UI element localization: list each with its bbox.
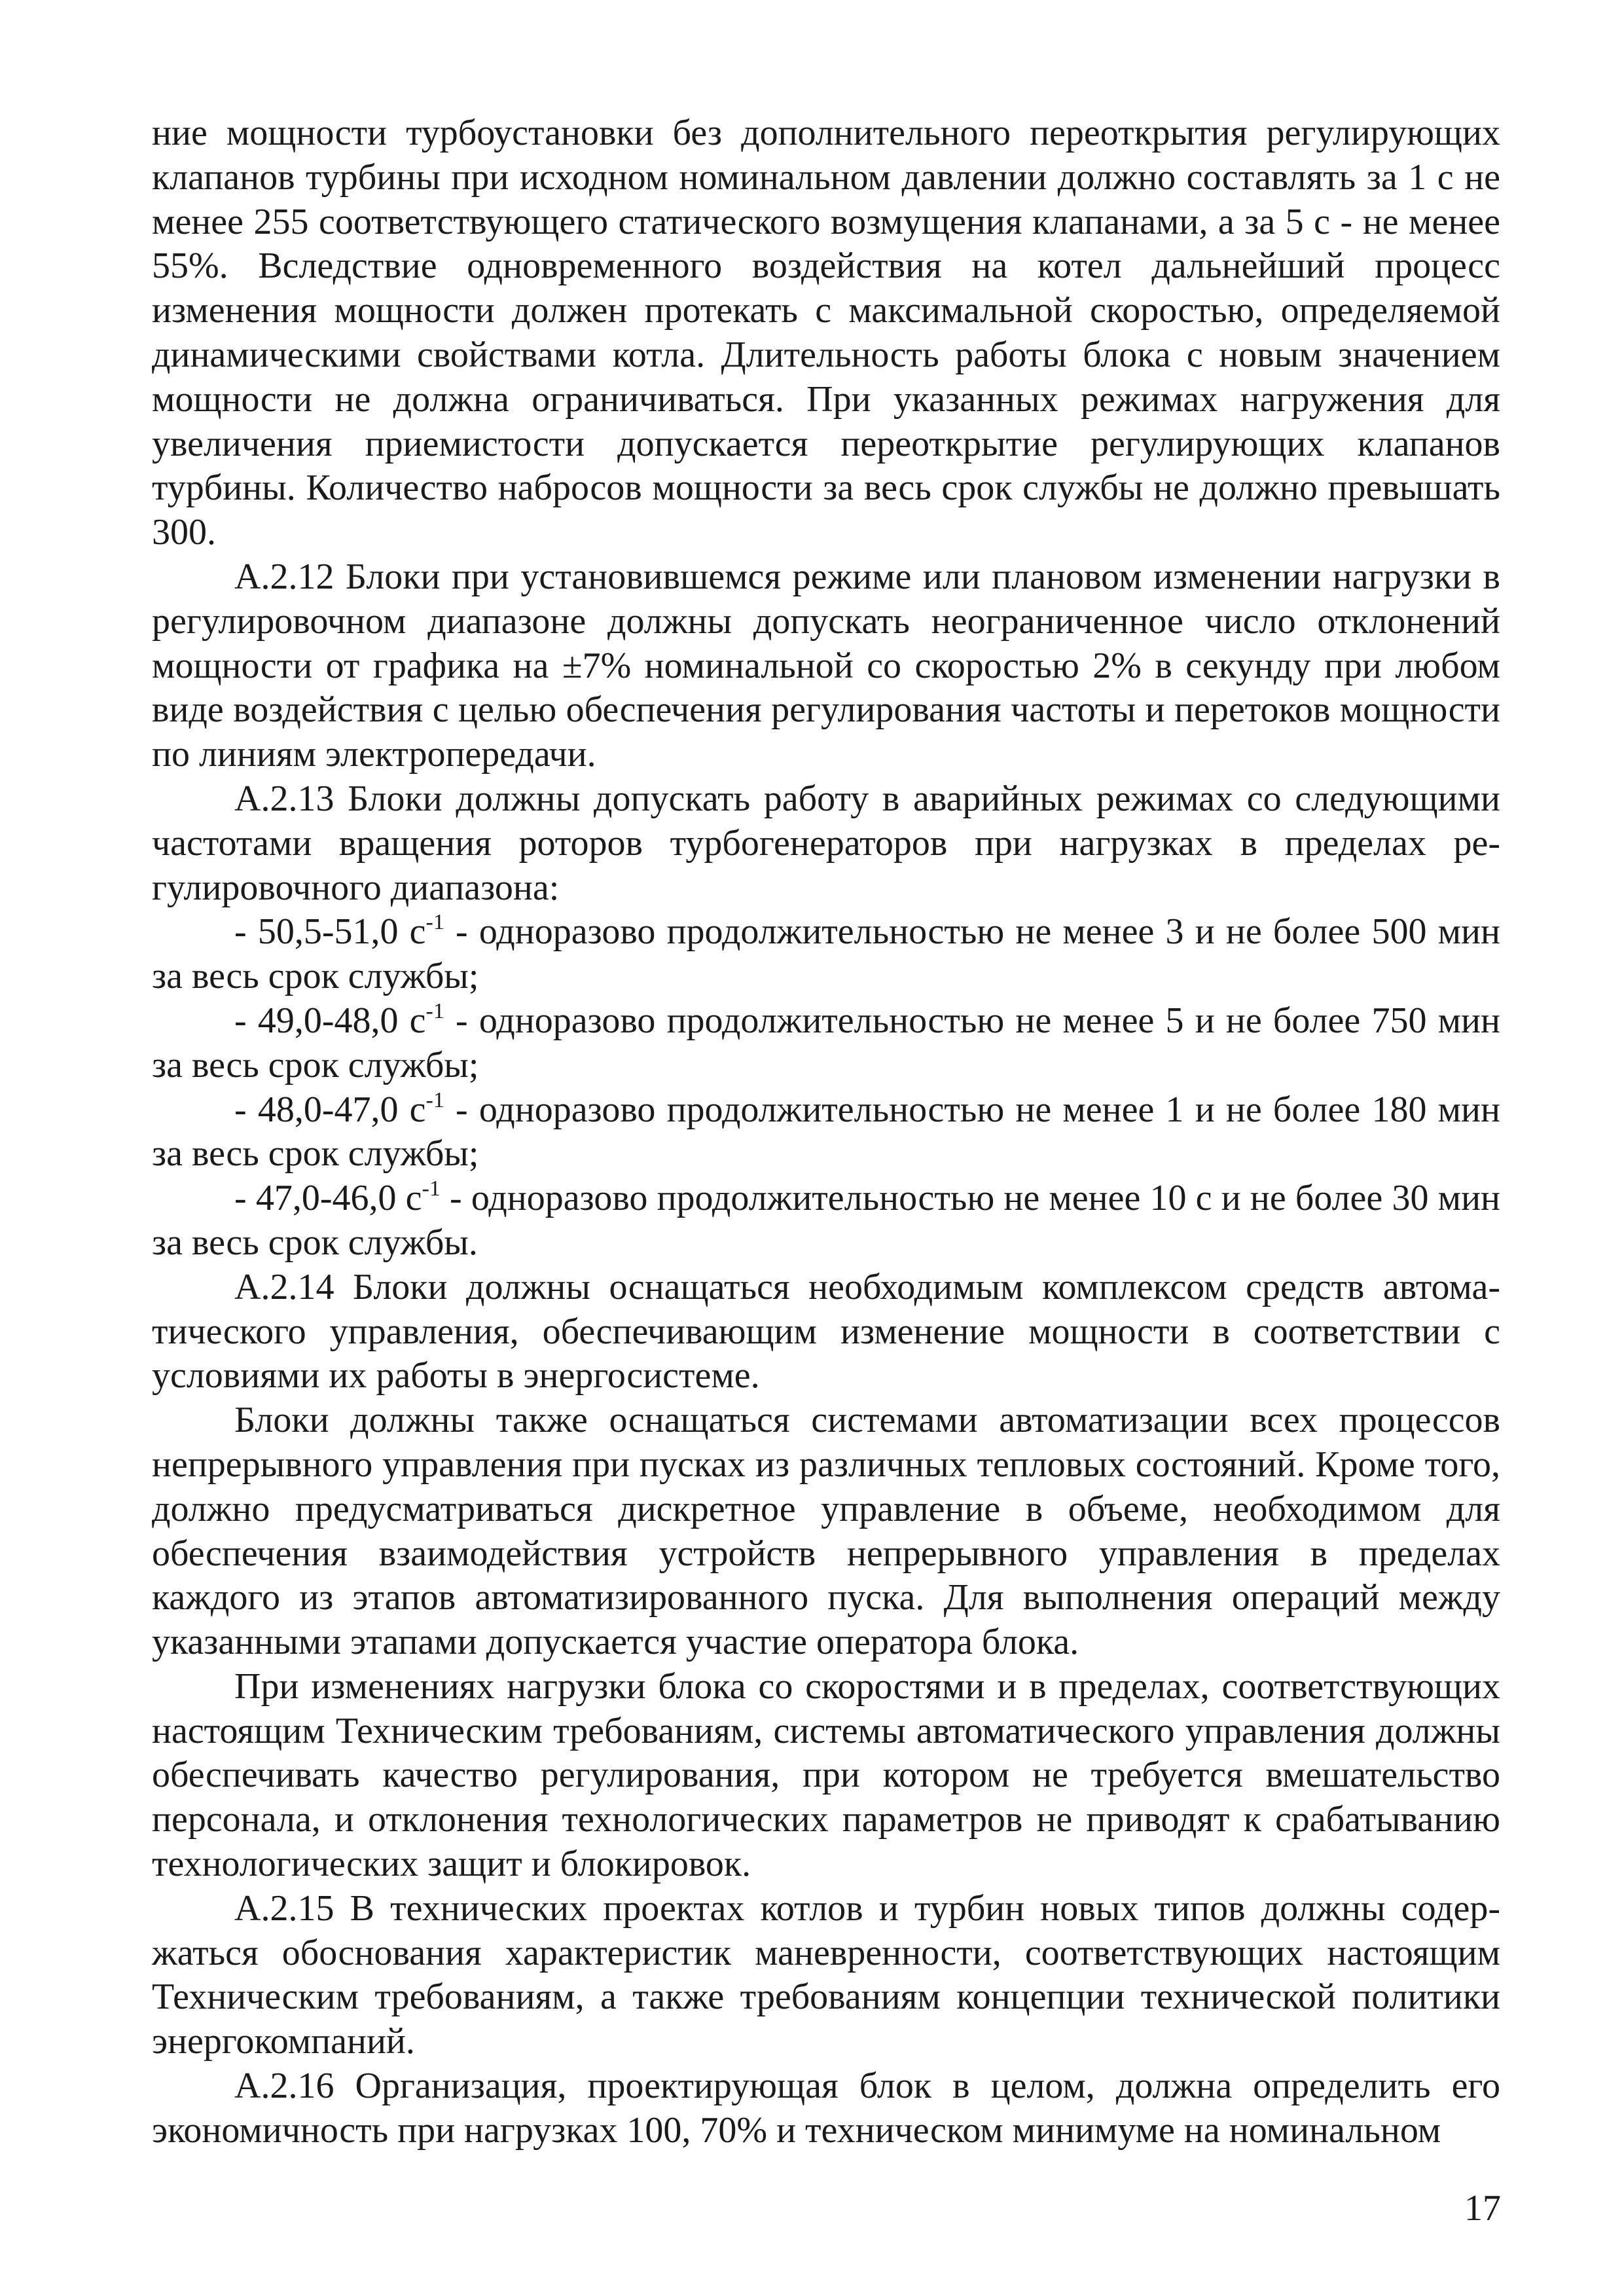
page-number: 17 bbox=[1464, 2188, 1501, 2229]
frequency-condition: - одноразово продолжительностью не менее 1 и не более 180 мин за весь срок службы; bbox=[152, 1089, 1500, 1175]
frequency-range: - 48,0-47,0 с bbox=[234, 1089, 426, 1130]
paragraph-a-2-16: А.2.16 Организация, проектирующая блок в целом, должна определить его экономичность при нагрузках 100, 70% и техническом минимуме на номинальном bbox=[152, 2066, 1500, 2151]
paragraph-continuation: ние мощности турбоустановки без дополнительного переоткрытия регулирующих клапанов турбины при исходном номинальном давлении должно составлять за 1 с не менее 255 соответствующего статического возмущения клапанами, а за 5 с - не менее 55%. Вследствие одновременного воздействия на котел дальнейший процесс изменения мощности должен протекать с максимальной скоростью, определяемой динамическими свойствами котла. Длительность работы блока с новым значением мощности не должна ограничиваться. При указанных режимах нагружения для увеличения приемистости допускается переоткрытие регулирующих клапанов турбины. Количество набросов мощности за весь срок службы не должно превышать 300. bbox=[152, 113, 1500, 553]
list-item-frequency-3 bbox=[152, 1088, 1500, 1177]
paragraph-automation: Блоки должны также оснащаться системами автоматизации всех процессов непрерывного управления при пусках из различных тепловых состояний. Кроме того, должно предусматриваться дискретное управление в объеме, необходимом для обеспечения взаимодействия устройств непрерывного управления в пределах каждого из этапов автоматизированного пуска. Для выполнения операций между указанными этапами допускается участие оператора блока. bbox=[152, 1400, 1500, 1663]
unit-exponent: -1 bbox=[425, 998, 444, 1023]
paragraph-a-2-12: А.2.12 Блоки при установившемся режиме или плановом изменении нагрузки в регулировочном диапазоне должны допускать неограниченное число отклонений мощности от графика на ±7% номинальной со скоростью 2% в секунду при любом виде воздействия с целью обеспечения регулирования частоты и перетоков мощности по линиям электропередачи. bbox=[152, 556, 1500, 775]
frequency-range: - 49,0-48,0 с bbox=[234, 1000, 426, 1041]
list-item-frequency-1 bbox=[152, 910, 1500, 999]
frequency-condition: - одноразово продолжительностью не менее 5 и не более 750 мин за весь срок службы; bbox=[152, 1000, 1500, 1085]
unit-exponent: -1 bbox=[425, 910, 444, 935]
frequency-condition: - одноразово продолжительностью не менее 3 и не более 500 мин за весь срок службы; bbox=[152, 911, 1500, 997]
unit-exponent: -1 bbox=[425, 1087, 444, 1112]
paragraph-a-2-14: А.2.14 Блоки должны оснащаться необходимым комплексом средств автоматического управления, обеспечивающим изменение мощности в соответствии с условиями их работы в энергосистеме. bbox=[152, 1266, 1500, 1396]
unit-exponent: -1 bbox=[422, 1176, 441, 1201]
frequency-range: - 47,0-46,0 с bbox=[234, 1178, 422, 1219]
frequency-condition: - одноразово продолжительностью не менее 10 с и не более 30 мин за весь срок службы. bbox=[152, 1178, 1501, 1263]
list-item-frequency-4 bbox=[152, 1176, 1500, 1266]
list-item-frequency-2 bbox=[152, 999, 1500, 1088]
document-body bbox=[152, 111, 1500, 2153]
frequency-range: - 50,5-51,0 с bbox=[234, 911, 426, 953]
paragraph-load-changes: При изменениях нагрузки блока со скоростями и в пределах, соответствующих настоящим Техническим требованиям, системы автоматического управления должны обеспечивать качество регулирования, при котором не требуется вмешательство персонала, и отклонения технологических параметров не приводят к срабатыванию технологических защит и блокировок. bbox=[152, 1666, 1500, 1885]
paragraph-a-2-13: А.2.13 Блоки должны допускать работу в аварийных режимах со следующими частотами вращения роторов турбогенераторов при нагрузках в пределах регулировочного диапазона: bbox=[152, 778, 1500, 908]
paragraph-a-2-15: А.2.15 В технических проектах котлов и турбин новых типов должны содержаться обоснования характеристик маневренности, соответствующих настоящим Техническим требованиям, а также требованиям концепции технической политики энергокомпаний. bbox=[152, 1887, 1500, 2062]
